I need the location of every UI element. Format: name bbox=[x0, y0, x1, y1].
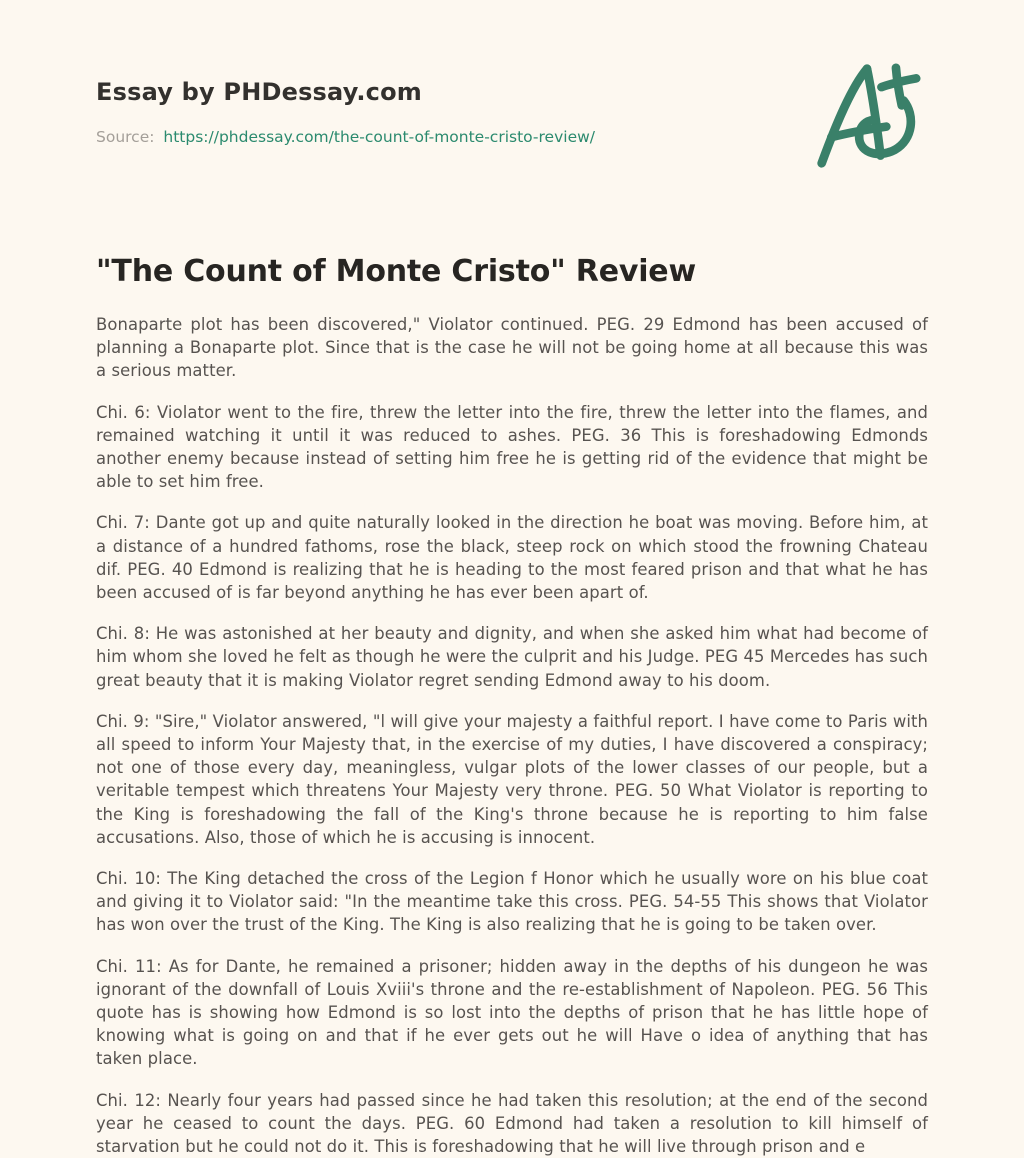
source-link[interactable]: https://phdessay.com/the-count-of-monte-cristo-review/ bbox=[163, 128, 596, 146]
source-label: Source: bbox=[96, 128, 155, 146]
essay-title: "The Count of Monte Cristo" Review bbox=[96, 254, 696, 289]
essay-body bbox=[96, 313, 928, 1158]
essay-paragraph: Chi. 10: The King detached the cross of the Legion f Honor which he usually wore on his blue coat and giving it to Violator said: "In the meantime take this cross. PEG. 54-55 This shows that Violator has won over the trust of the King. The King is also realizing that he is going to be taken over. bbox=[96, 869, 928, 935]
source-row bbox=[96, 128, 595, 146]
essay-paragraph: Chi. 11: As for Dante, he remained a prisoner; hidden away in the depths of his dungeon he was ignorant of the downfall of Louis Xviii's throne and the re-establishment of Napoleon. PEG. 56 This quote has is showing how Edmond is so lost into the depths of prison that he has little hope of knowing what is going on and that if he ever gets out he will Have o idea of anything that has taken place. bbox=[96, 956, 928, 1069]
a-plus-logo-icon bbox=[808, 62, 926, 170]
header-text-block bbox=[96, 78, 595, 146]
essay-paragraph: Chi. 6: Violator went to the fire, threw the letter into the fire, threw the letter into the flames, and remained watching it until it was reduced to ashes. PEG. 36 This is foreshadowing Edmonds another enemy because instead of setting him free he is getting rid of the evidence that might be able to set him free. bbox=[96, 402, 928, 492]
essay-paragraph: Chi. 7: Dante got up and quite naturally looked in the direction he boat was moving. Before him, at a distance of a hundred fathoms, rose the black, steep rock on which stood the frowning Chateau dif. PEG. 40 Edmond is realizing that he is heading to the most feared prison and that what he has been accused of is far beyond anything he has ever been apart of. bbox=[96, 513, 928, 603]
essay-paragraph: Chi. 8: He was astonished at her beauty and dignity, and when she asked him what had become of him whom she loved he felt as though he were the culprit and his Judge. PEG 45 Mercedes has such great beauty that it is making Violator regret sending Edmond away to his doom. bbox=[96, 624, 928, 690]
site-title: Essay by PHDessay.com bbox=[96, 78, 422, 106]
essay-paragraph: Chi. 12: Nearly four years had passed since he had taken this resolution; at the end of the second year he ceased to count the days. PEG. 60 Edmond had taken a resolution to kill himself of starvation but he could not do it. This is foreshadowing that he will live through prison and e bbox=[96, 1090, 928, 1157]
page-header bbox=[96, 78, 928, 170]
essay-paragraph: Bonaparte plot has been discovered," Violator continued. PEG. 29 Edmond has been accused of planning a Bonaparte plot. Since that is the case he will not be going home at all because this was a serious matter. bbox=[96, 315, 928, 381]
essay-paragraph: Chi. 9: "Sire," Violator answered, "l will give your majesty a faithful report. I have come to Paris with all speed to inform Your Majesty that, in the exercise of my duties, I have discovered a conspiracy; not one of those every day, meaningless, vulgar plots of the lower classes of our people, but a veritable tempest which threatens Your Majesty very throne. PEG. 50 What Violator is reporting to the King is foreshadowing the fall of the King's throne because he is reporting to him false accusations. Also, those of which he is accusing is innocent. bbox=[96, 711, 928, 847]
essay-content bbox=[96, 254, 928, 1158]
